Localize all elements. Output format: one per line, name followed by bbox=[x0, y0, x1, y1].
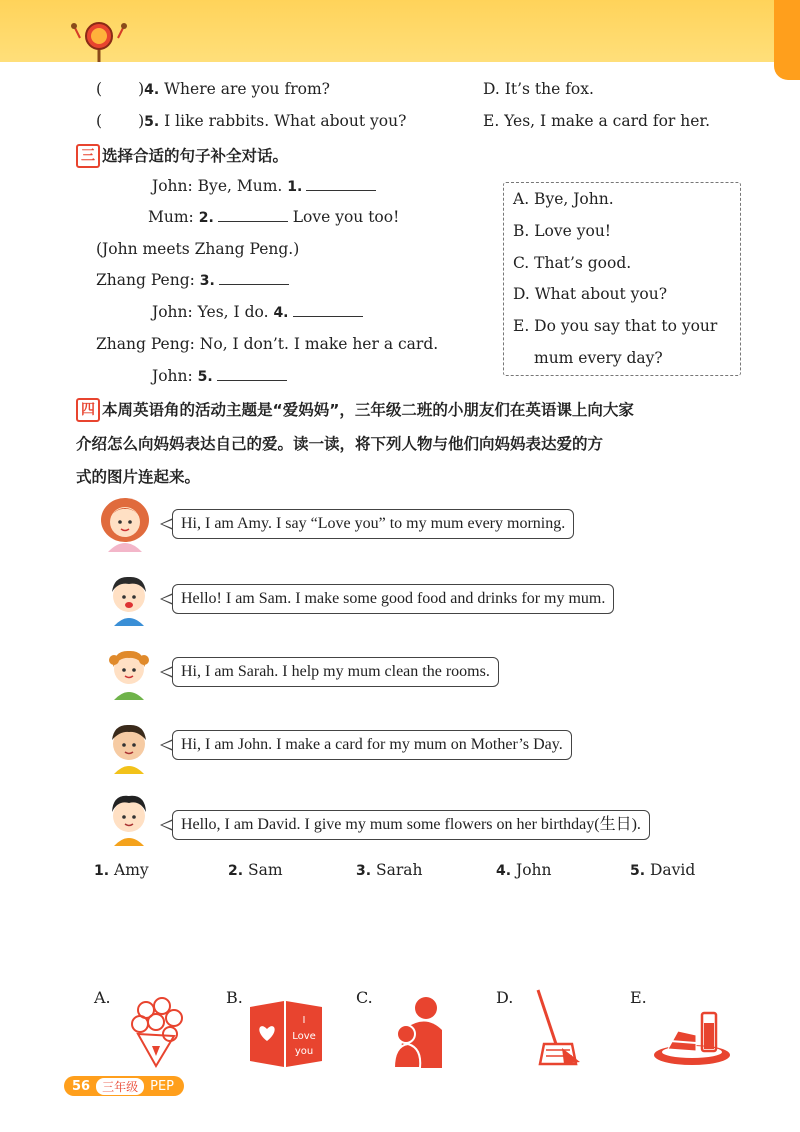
answer-option: E. Yes, I make a card for her. bbox=[483, 112, 711, 130]
amy-avatar-icon bbox=[96, 494, 154, 552]
answer-blank[interactable] bbox=[217, 379, 287, 381]
broom-dustpan-icon[interactable] bbox=[516, 988, 596, 1068]
question-row: ( )5. I like rabbits. What about you? bbox=[96, 112, 407, 130]
answer-option: D. It’s the fox. bbox=[483, 80, 594, 98]
options-box bbox=[503, 182, 741, 376]
speech-bubble-sarah: Hi, I am Sarah. I help my mum clean the rooms. bbox=[172, 657, 499, 687]
speech-bubble-david: Hello, I am David. I give my mum some flowers on her birthday(生日). bbox=[172, 810, 650, 840]
john-avatar-icon bbox=[100, 716, 158, 774]
option-item: B. Love you! bbox=[513, 222, 612, 240]
match-name[interactable]: 5. David bbox=[630, 861, 696, 879]
answer-blank[interactable] bbox=[218, 220, 288, 222]
match-name[interactable]: 3. Sarah bbox=[356, 861, 423, 879]
answer-blank[interactable] bbox=[293, 315, 363, 317]
david-avatar-icon bbox=[100, 788, 158, 846]
section-4-title: 本周英语角的活动主题是“爱妈妈”，三年级二班的小朋友们在英语课上向大家 bbox=[102, 401, 634, 419]
picture-label: B. bbox=[226, 988, 243, 1007]
cake-drink-icon[interactable] bbox=[652, 996, 732, 1076]
dialogue-line: John: Bye, Mum. 1. bbox=[152, 177, 376, 195]
answer-blank[interactable] bbox=[219, 283, 289, 285]
answer-blank[interactable] bbox=[306, 189, 376, 191]
page-footer bbox=[64, 1076, 184, 1096]
option-item: C. That’s good. bbox=[513, 254, 632, 272]
rattle-drum-icon bbox=[70, 18, 128, 62]
dialogue-line: John: 5. bbox=[152, 367, 287, 385]
page-number: 56 bbox=[72, 1078, 91, 1094]
dialogue-line: Zhang Peng: No, I don’t. I make her a card. bbox=[96, 335, 439, 353]
grade-label: 三年级 bbox=[96, 1078, 144, 1095]
card-text: I bbox=[302, 1015, 306, 1026]
flower-bouquet-icon[interactable] bbox=[116, 990, 196, 1070]
match-name[interactable]: 2. Sam bbox=[228, 861, 283, 879]
option-item: E. Do you say that to your bbox=[513, 317, 718, 335]
picture-label: A. bbox=[94, 988, 111, 1007]
section-3-icon: 三 bbox=[76, 144, 100, 168]
speech-bubble-john: Hi, I am John. I make a card for my mum on Mother’s Day. bbox=[172, 730, 572, 760]
section-4-title: 介绍怎么向妈妈表达自己的爱。读一读，将下列人物与他们向妈妈表达爱的方 bbox=[76, 435, 604, 453]
speech-bubble-sam: Hello! I am Sam. I make some good food and drinks for my mum. bbox=[172, 584, 614, 614]
option-item: mum every day? bbox=[534, 349, 663, 367]
dialogue-line: Mum: 2. Love you too! bbox=[148, 208, 400, 226]
picture-label: D. bbox=[496, 988, 514, 1007]
section-4-title: 式的图片连起来。 bbox=[76, 468, 201, 486]
picture-label: C. bbox=[356, 988, 373, 1007]
card-text: you bbox=[294, 1046, 314, 1057]
option-item: A. Bye, John. bbox=[513, 190, 614, 208]
speech-bubble-amy: Hi, I am Amy. I say “Love you” to my mum every morning. bbox=[172, 509, 574, 539]
option-item: D. What about you? bbox=[513, 285, 668, 303]
sarah-avatar-icon bbox=[100, 642, 158, 700]
dialogue-line: Zhang Peng: 3. bbox=[96, 271, 289, 289]
mother-hug-icon[interactable] bbox=[376, 990, 456, 1070]
card-text: Love bbox=[292, 1031, 316, 1042]
dialogue-line: John: Yes, I do. 4. bbox=[152, 303, 363, 321]
edition-label: PEP bbox=[150, 1078, 175, 1094]
section-4-icon: 四 bbox=[76, 398, 100, 422]
question-row: ( )4. Where are you from? bbox=[96, 80, 330, 98]
love-card-icon[interactable] bbox=[246, 994, 326, 1074]
match-name[interactable]: 4. John bbox=[496, 861, 552, 879]
match-name[interactable]: 1. Amy bbox=[94, 861, 149, 879]
section-3-title: 选择合适的句子补全对话。 bbox=[102, 147, 289, 165]
sam-avatar-icon bbox=[100, 568, 158, 626]
picture-label: E. bbox=[630, 988, 647, 1007]
dialogue-line: (John meets Zhang Peng.) bbox=[96, 240, 300, 258]
